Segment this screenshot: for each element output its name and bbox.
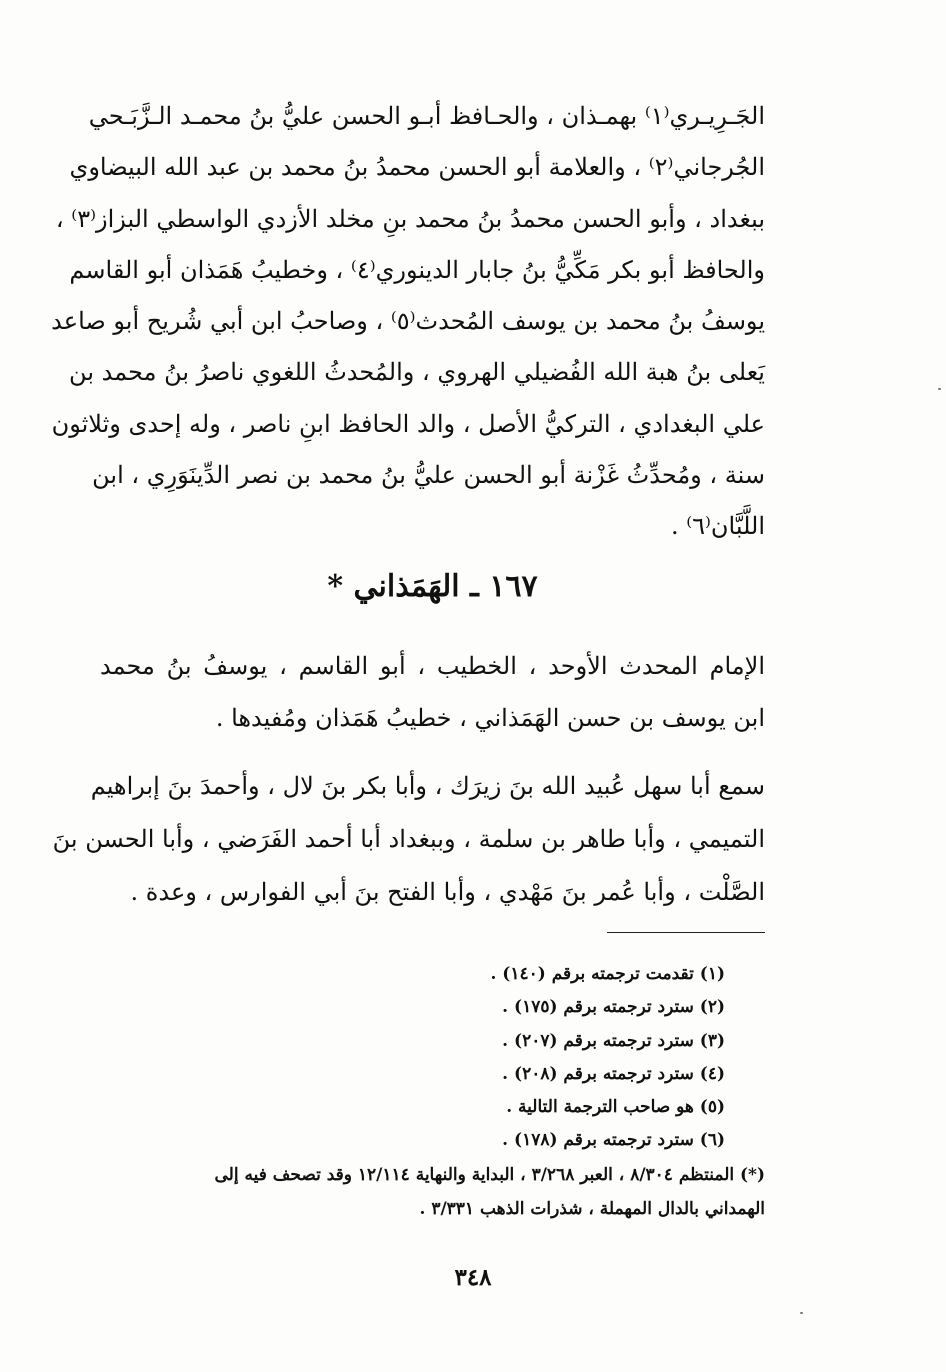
paragraph-narrators-list [51,91,765,553]
text-line: والحافظ أبو بكر مَكِّيُّ بنُ جابار الدينوري⁽٤⁾ ، وخطيبُ هَمَذان أبو القاسم [69,255,765,284]
scan-speck [800,1312,803,1314]
text-line: سمع أبا سهل عُبيد الله بنَ زيرَك ، وأبا بكر بنَ لال ، وأحمدَ بنَ إبراهيم [90,772,765,800]
footnote-item: (٣) سترد ترجمته برقم (٢٠٧) . [502,1030,725,1051]
footnote-sources: (*) المنتظم ٨/٣٠٤ ، العبر ٣/٢٦٨ ، البداية والنهاية ١٢/١١٤ وقد تصحف فيه إلى [214,1164,765,1185]
text-line: ببغداد ، وأبو الحسن محمدُ بنُ محمد بنِ مخلد الأزدي الواسطي البزاز⁽٣⁾ ، [55,204,765,233]
page-number: ٣٤٨ [454,1264,492,1291]
footnote-item: (٥) هو صاحب الترجمة التالية . [506,1097,725,1118]
footnote-item: (٤) سترد ترجمته برقم (٢٠٨) . [502,1063,725,1084]
text-line: الجَـرِيـري⁽١⁾ بهمـذان ، والحـافظ أبـو الحسن عليُّ بنُ محمـد الـزَّبَـحي [88,102,765,130]
paragraph-biography-intro [100,640,765,744]
paragraph-teachers [52,760,765,919]
text-line: الإمام المحدث الأوحد ، الخطيب ، أبو القاسم ، يوسفُ بنُ محمد [100,652,765,680]
text-line: سنة ، ومُحدِّثُ غَزْنة أبو الحسن عليُّ بنُ محمد بن نصر الدِّينَوَرِي ، ابن [92,461,765,490]
text-line: ابن يوسف بن حسن الهَمَذاني ، خطيبُ هَمَذان ومُفيدها . [215,704,765,732]
text-line: علي البغدادي ، التركيُّ الأصل ، والد الحافظ ابنِ ناصر ، وله إحدى وثلاثون [51,409,765,438]
text-line: يَعلى بنُ هبة الله الفُضيلي الهروي ، والمُحدثُ اللغوي ناصرُ بنُ محمد بن [69,358,765,387]
footnote-item: (٢) سترد ترجمته برقم (١٧٥) . [502,997,725,1018]
footnote-divider [607,932,765,933]
footnotes [100,958,765,1226]
entry-heading: ١٦٧ ـ الهَمَذاني * [327,569,538,604]
footnote-item: (٦) سترد ترجمته برقم (١٧٨) . [502,1130,725,1151]
footnote-item: (١) تقدمت ترجمته برقم (١٤٠) . [490,964,725,984]
text-line: يوسفُ بنُ محمد بن يوسف المُحدث⁽٥⁾ ، وصاحبُ ابن أبي شُريح أبو صاعد [51,307,765,336]
text-line: الجُرجاني⁽٢⁾ ، والعلامة أبو الحسن محمدُ بنُ محمد بن عبد الله البيضاوي [69,153,765,182]
text-line: اللَّبَّان⁽٦⁾ . [670,512,765,541]
text-line: التميمي ، وأبا طاهر بن سلمة ، وببغداد أبا أحمد الفَرَضي ، وأبا الحسن بنَ [52,825,765,853]
footnote-sources: الهمداني بالدال المهملة ، شذرات الذهب ٣/٣٣١ . [419,1198,765,1219]
text-line: الصَّلْت ، وأبا عُمر بنَ مَهْدي ، وأبا الفتح بنَ أبي الفوارس ، وعدة . [130,878,765,906]
scan-speck [938,388,941,390]
